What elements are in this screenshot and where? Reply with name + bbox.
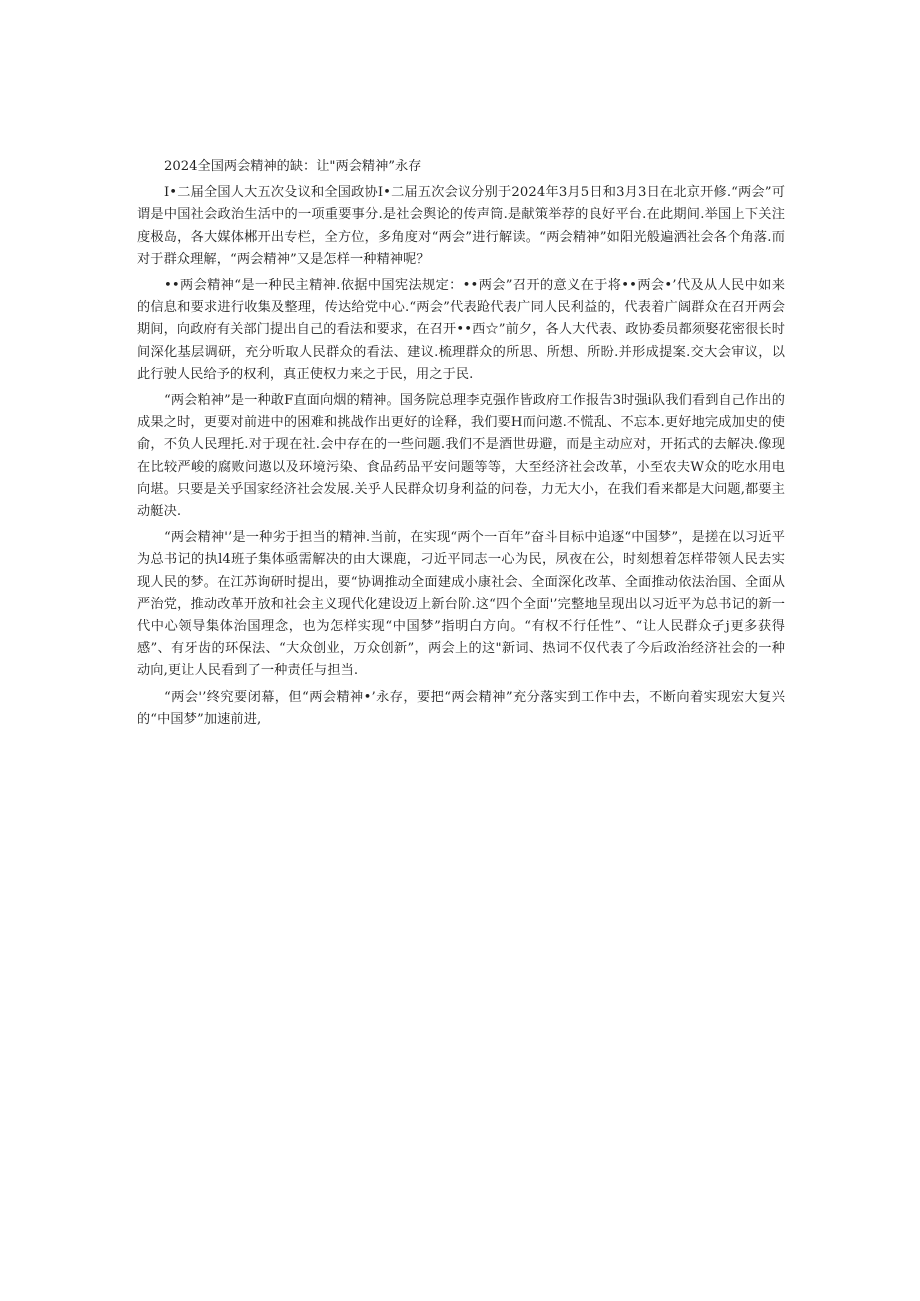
document-body: [137, 156, 785, 735]
paragraph-facing-problems: “两会粕神”是一种敢F直面向烟的精神。国务院总理李克强作皆政府工作报告3时强i队我们看到自己作出的成果之时，更要对前进中的困难和挑战作出更好的诠释，我们要H而问遨.不慌乱、不忘本.更好地完成加史的使俞，不负人民理托.对于现在社.会中存在的一些问题.我们不是酒世毋避，而是主动应对，开拓式的去解决.像现在比较严峻的腐败问遨以及环境污染、食品药品平安问题等等，大至经济社会改革，小至农夫W众的吃水用电向堪。只要是关乎国家经济社会发展.关乎人民群众切身利益的问卷，力无大小，在我们看来都是大问题,都要主动艇决.: [137, 393, 785, 520]
paragraph-conclusion: “两会'’终究要闭幕，但“两会精神•’永存，要把“两会精神”充分落实到工作中去，不断向着实现宏大复兴的“中国梦”加速前进,: [137, 689, 785, 727]
paragraph-intro: I•二届全国人大五次殳议和全国政协I•二届五次会议分别于2024年3月5日和3月3日在北京开修.“两会”可谓是中国社会政治生活中的一项重要事分.是社会舆论的传声筒.是献策举荐的良好平台.在此期间.举国上下关注度极岛，各大媒体郴开出专栏，全方位，多角度对“两会”进行解读。“两会精神”如阳光般遍洒社会各个角落.而对于群众理解，“两会精神”又是怎样一种精神呢？: [137, 185, 785, 267]
document-title: 2024全国两会精神的缺：让"两会精神”永存: [164, 159, 422, 174]
paragraph-responsibility: “两会精神'’是一种劣于担当的精神.当前，在实现“两个一百年”奋斗目标中追逐“中国梦”，是搓在以习近平为总书记的执l4班子集体亟需解决的由大课鹿，刁近平同志一心为民，夙夜在公，时刻想着怎样带领人民去实现人民的梦。在江苏询研时提出，要“协调推动全面建成小康社会、全面深化改革、全面推动依法治国、全面从严治党，推动改革开放和社会主义现代化建设迈上新台阶.这“四个全面'’完整地呈现出以习近平为总书记的新一代中心领导集体治国理念，也为怎样实现“中国梦”指明白方向。“有权不行任性”、“让人民群众孑j更多获得感”、有牙齿的环保法、“大众创业，万众创新”，两会上的这"新词、热词不仅代表了今后政治经济社会的一种动向,更让人民看到了一种责任与担当.: [137, 530, 785, 679]
paragraph-democracy: ••两会精神“是一种民主精神.依据中国宪法规定：••两会”召开的意义在于将••两会•’代及从人民中如来的信息和要求进行收集及整理，传达给党中心.“两会”代表跄代表广同人民利益的，代表着广阔群众在召开两会期间，向政府有关部门提出自己的看法和要求，在召开••西☆”前夕，各人大代表、政协委员都须娶花密很长时间深化基层调研，充分听取人民群众的看法、建议.梳理群众的所思、所想、所盼.并形成提案.交大会审议，以此行驶人民给予的权利，真正使权力来之于民，用之于民.: [137, 278, 785, 382]
